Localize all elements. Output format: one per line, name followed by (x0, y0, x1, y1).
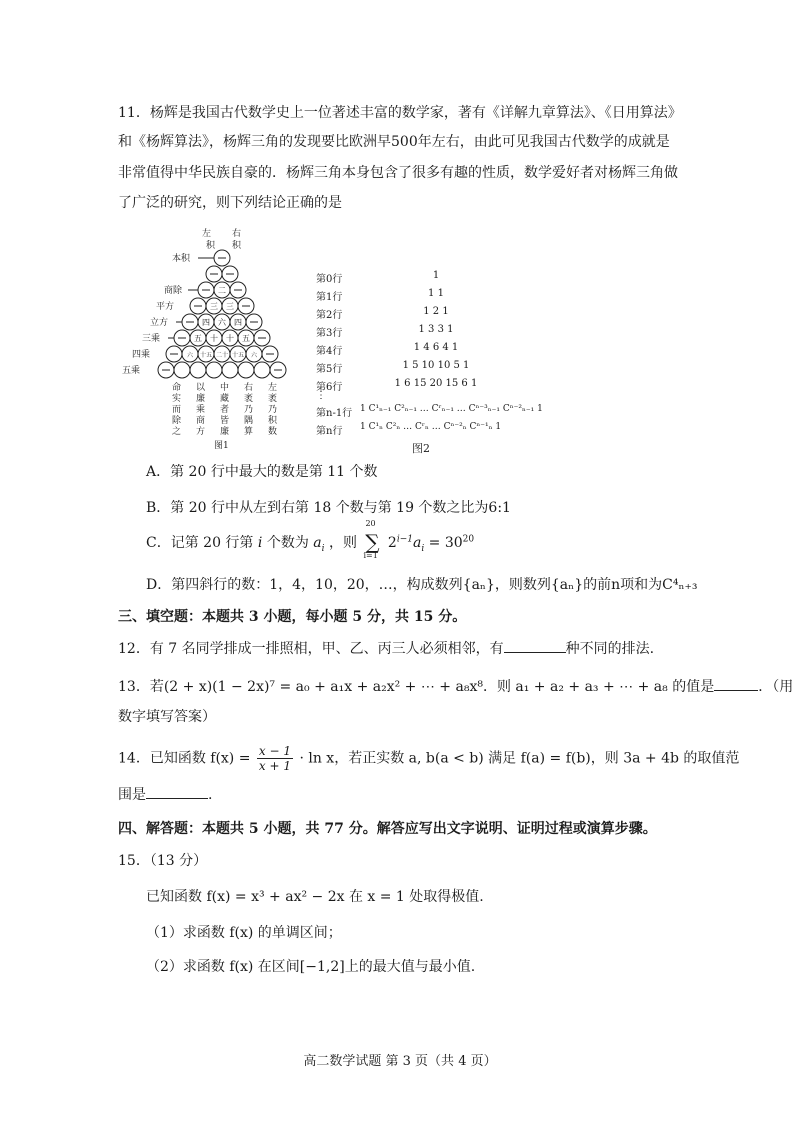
summation-symbol: 20 ∑ i=1 (363, 519, 380, 560)
q15-part-2: （2）求函数 f(x) 在区间[−1,2]上的最大值与最小值. (146, 959, 476, 975)
sum-lower-limit: i=1 (363, 551, 378, 560)
q13-text-pre: 13．若(2 + x)(1 − 2x)⁷ = a₀ + a₁x + a₂x² + ⋯ + a₈x⁸．则 a₁ + a₂ + a₃ + ⋯ + a₈ 的值是 (118, 679, 715, 695)
fig1-vertical-char: 而 (172, 405, 182, 415)
q14-fraction-numerator: x − 1 (258, 744, 291, 758)
fig2-row-label: 第6行 (316, 382, 343, 393)
fig1-vertical-char: 右 (244, 383, 254, 393)
q15-title: 15．（13 分） (118, 853, 208, 869)
fig2-rows (316, 270, 546, 450)
fig2-row-label: 第1行 (316, 292, 343, 303)
fig1-vertical-char: 袤 (244, 394, 254, 404)
q12 (118, 638, 654, 658)
fig1-side-label-1: 商除 (164, 286, 183, 296)
fig2-row-values: 1 (432, 270, 440, 281)
fig1-cell-r4a: 四 (202, 318, 210, 327)
q11-option-c-post: ，则 (328, 535, 357, 551)
fig1-cell-r5c: 十 (226, 334, 234, 343)
fig1-vertical-char: 袤 (268, 394, 278, 404)
page-footer: 高二数学试题 第 3 页（共 4 页） (303, 1054, 497, 1069)
fig1-vertical-char: 之 (172, 427, 182, 437)
fig2-row-values: 1 6 15 20 15 6 1 (394, 378, 478, 389)
fig1-vertical-char: 积 (268, 416, 278, 426)
fig2-caption: 图2 (412, 442, 430, 455)
q11-line-4: 了广泛的研究，则下列结论正确的是 (118, 195, 342, 211)
q11-line-1: 11．杨辉是我国古代数学史上一位著述丰富的数学家，著有《详解九章算法》、《日用算法》 (118, 105, 682, 121)
fig1-vertical-char: 实 (172, 394, 182, 404)
q11-option-c-expr: 2 (387, 535, 397, 551)
fig1-top-label-right: 右 (232, 229, 242, 239)
q12-text-pre: 12．有 7 名同学排成一排照相，甲、乙、丙三人必须相邻，有 (118, 641, 504, 657)
section-3-heading: 三、填空题：本题共 3 小题，每小题 5 分，共 15 分。 (118, 609, 467, 625)
fig1-cell-r6a: 六 (186, 352, 194, 359)
fig1-side-label-6: 五乘 (122, 366, 141, 376)
q13-line-2: 数字填写答案） (118, 709, 216, 725)
fig2-row-label: 第2行 (316, 310, 343, 321)
fig1-cell-r3b: 三 (226, 302, 234, 311)
q11-option-c-var-i: i (257, 535, 267, 551)
fig1-cell-r5a: 五 (194, 334, 202, 343)
fig2-row-values: 1 4 6 4 1 (413, 342, 459, 353)
fig1-vertical-char: 左 (268, 383, 278, 393)
fig1-cell-r6e: 六 (250, 352, 258, 359)
q14-fraction-denominator: x + 1 (258, 759, 291, 773)
fig1-cell-r6b: 十五 (199, 352, 213, 359)
fig1-cell-r5b: 十 (210, 334, 218, 343)
q11-option-c-mid: 个数为 (266, 535, 309, 551)
fig2-row-values: 1 2 1 (423, 306, 449, 317)
fig2-row-n1-values: 1 C¹ₙ₋₁ C²ₙ₋₁ … Cʳₙ₋₁ … Cⁿ⁻³ₙ₋₁ Cⁿ⁻²ₙ₋₁ 1 (360, 404, 543, 414)
fig2-dots: ⋮ (316, 390, 326, 401)
fig1-cell-r6c: 二十 (215, 352, 229, 359)
q11-option-c-var-a: $a_i$ (313, 535, 325, 554)
q11-option-b: B．第 20 行中从左到右第 18 个数与第 19 个数之比为6:1 (146, 500, 511, 516)
q14-text-post: · ln x，若正实数 a, b(a < b) 满足 f(a) = f(b)，则 3a + 4b 的取值范 (299, 750, 740, 767)
fig1-side-label-3: 立方 (150, 318, 169, 328)
fig1-vertical-char: 乃 (268, 405, 278, 415)
q14-line-1 (118, 744, 739, 773)
fig1-side-label-4: 三乘 (142, 334, 161, 344)
fig1-top-label-left-2: 积 (206, 241, 216, 251)
q11-option-c-rhs-exp: 20 (462, 534, 475, 545)
fig1-top-label-right-2: 积 (232, 241, 242, 251)
fig1-cell-r4b: 六 (218, 318, 226, 327)
section-4-heading: 四、解答题：本题共 5 小题，共 77 分。解答应写出文字说明、证明过程或演算步骤。 (118, 821, 657, 837)
yanghui-triangle-figure (122, 222, 300, 452)
fig2-row-label: 第0行 (316, 274, 343, 285)
fig1-vertical-char: 以 (196, 383, 206, 393)
fig1-side-label-2: 平方 (156, 302, 175, 312)
fig1-vertical-char: 算 (244, 427, 254, 437)
fig2-row-n1-label: 第n-1行 (316, 408, 353, 419)
fig1-vertical-char: 命 (172, 383, 182, 393)
q14-line-2 (118, 784, 212, 804)
fig1-top-label-left: 左 (202, 229, 212, 239)
fig1-side-label-5: 四乘 (132, 350, 151, 360)
q15-stem: 已知函数 f(x) = x³ + ax² − 2x 在 x = 1 处取得极值. (146, 889, 484, 905)
fig2-row-n-label: 第n行 (316, 426, 343, 437)
q13-answer-blank[interactable] (714, 678, 758, 691)
q11-option-c-pre: C．记第 20 行第 (146, 535, 254, 551)
fig1-caption: 图1 (214, 441, 229, 451)
q14-text-pre: 14．已知函数 f(x) = (118, 750, 251, 767)
fig1-vertical-char: 数 (268, 427, 278, 437)
fig1-vertical-char: 方 (196, 427, 206, 437)
fig2-row-n-values: 1 C¹ₙ C²ₙ … Cʳₙ … Cⁿ⁻²ₙ Cⁿ⁻¹ₙ 1 (360, 422, 502, 432)
fig1-cell-r3a: 三 (210, 302, 218, 311)
fig2-row-label: 第3行 (316, 328, 343, 339)
fig1-cell-r6d: 十五 (231, 352, 245, 359)
q11-line-2: 和《杨辉算法》，杨辉三角的发现要比欧洲早500年左右，由此可见我国古代数学的成就是 (118, 134, 670, 150)
fig1-vertical-char: 乘 (196, 405, 206, 415)
fig2-row-label: 第4行 (316, 346, 343, 357)
sum-upper-limit: 20 (365, 519, 376, 528)
q13-line-1 (118, 676, 793, 696)
fig1-vertical-char: 皆 (220, 416, 230, 426)
fig1-vertical-char: 除 (172, 416, 182, 426)
q12-answer-blank[interactable] (504, 640, 566, 653)
q12-text-post: 种不同的排法. (565, 641, 655, 657)
fig1-cell-r5d: 五 (242, 334, 250, 343)
fig1-vertical-char: 商 (196, 416, 206, 426)
q11-line-3: 非常值得中华民族自豪的．杨辉三角本身包含了很多有趣的性质，数学爱好者对杨辉三角做 (118, 165, 678, 181)
fig2-row-values: 1 5 10 10 5 1 (402, 360, 470, 371)
fig2-row-values: 1 1 (428, 288, 444, 299)
fig1-cell-r4c: 四 (234, 318, 242, 327)
fig1-vertical-char: 藏 (220, 394, 230, 404)
q11-option-d: D．第四斜行的数：1，4，10，20，…，构成数列{aₙ}，则数列{aₙ}的前n项和为C⁴ₙ₊₃ (146, 577, 698, 593)
q11-option-c: C．记第 20 行第 i 个数为 $a_i$ ，则 20 ∑ i=1 $2^{i-1}a_i = 30^{20}$ (146, 519, 475, 560)
fig1-vertical-char: 中 (220, 383, 230, 393)
fig1-cell-r2: 二 (218, 286, 226, 295)
fig1-vertical-char: 廉 (220, 427, 230, 437)
q14-line2-pre: 围是 (118, 787, 146, 803)
fig1-vertical-char: 廉 (196, 394, 206, 404)
fig2-row-values: 1 3 3 1 (418, 324, 454, 335)
q15-part-1: （1）求函数 f(x) 的单调区间； (146, 925, 342, 941)
fig1-vertical-char: 者 (220, 405, 230, 415)
q13-text-post: ．（用 (758, 679, 794, 695)
q14-fraction (257, 744, 293, 773)
q14-line2-post: . (208, 787, 213, 803)
q14-answer-blank[interactable] (146, 786, 208, 799)
fig1-vertical-char: 隅 (244, 416, 254, 426)
fig1-vertical-char: 乃 (244, 405, 254, 415)
q11-option-a: A．第 20 行中最大的数是第 11 个数 (146, 464, 378, 480)
q11-option-c-rhs: = 30 (428, 535, 463, 551)
fig1-side-label-0: 本积 (172, 254, 191, 264)
fig2-row-label: 第5行 (316, 364, 343, 375)
